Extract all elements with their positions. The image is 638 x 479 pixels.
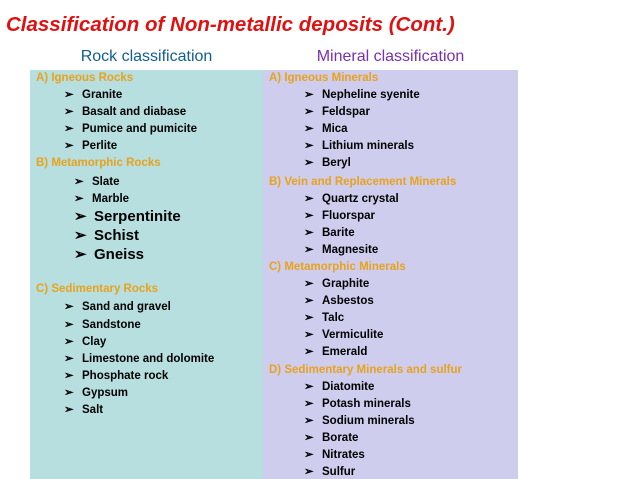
- arrow-bullet-icon: ➢: [74, 193, 84, 205]
- section-igneous-minerals: A) Igneous Minerals: [269, 72, 379, 84]
- arrow-bullet-icon: ➢: [64, 336, 74, 348]
- arrow-bullet-icon: ➢: [304, 415, 314, 427]
- arrow-bullet-icon: ➢: [304, 244, 314, 256]
- arrow-bullet-icon: ➢: [304, 227, 314, 239]
- section-vein-replacement-minerals: B) Vein and Replacement Minerals: [269, 176, 457, 188]
- arrow-bullet-icon: ➢: [74, 208, 87, 225]
- arrow-bullet-icon: ➢: [64, 387, 74, 399]
- list-item: ➢ Phosphate rock: [64, 370, 169, 382]
- arrow-bullet-icon: ➢: [304, 89, 314, 101]
- section-sedimentary-rocks: C) Sedimentary Rocks: [36, 283, 159, 295]
- list-item: ➢ Serpentinite: [74, 208, 181, 225]
- list-item: ➢ Sand and gravel: [64, 301, 171, 313]
- list-item: ➢ Pumice and pumicite: [64, 123, 198, 135]
- arrow-bullet-icon: ➢: [304, 193, 314, 205]
- arrow-bullet-icon: ➢: [304, 398, 314, 410]
- arrow-bullet-icon: ➢: [64, 140, 74, 152]
- arrow-bullet-icon: ➢: [304, 312, 314, 324]
- list-item: ➢ Vermiculite: [304, 329, 384, 341]
- arrow-bullet-icon: ➢: [304, 329, 314, 341]
- list-item: ➢ Schist: [74, 227, 140, 244]
- arrow-bullet-icon: ➢: [304, 278, 314, 290]
- list-item: ➢ Magnesite: [304, 244, 379, 256]
- list-item: ➢ Quartz crystal: [304, 193, 399, 205]
- list-item: ➢ Gneiss: [74, 246, 145, 263]
- list-item: ➢ Asbestos: [304, 295, 374, 307]
- arrow-bullet-icon: ➢: [304, 210, 314, 222]
- list-item: ➢ Perlite: [64, 140, 118, 152]
- list-item: ➢ Gypsum: [64, 387, 129, 399]
- list-item: ➢ Fluorspar: [304, 210, 376, 222]
- list-item: ➢ Marble: [74, 193, 130, 205]
- list-item: ➢ Emerald: [304, 346, 368, 358]
- list-item: ➢ Nepheline syenite: [304, 89, 420, 101]
- arrow-bullet-icon: ➢: [74, 176, 84, 188]
- list-item: ➢ Feldspar: [304, 106, 370, 118]
- arrow-bullet-icon: ➢: [304, 432, 314, 444]
- arrow-bullet-icon: ➢: [64, 106, 74, 118]
- list-item: ➢ Slate: [74, 176, 120, 188]
- page-title: Classification of Non-metallic deposits (Cont.): [6, 13, 455, 36]
- list-item: ➢ Clay: [64, 336, 107, 348]
- rock-classification-column: [30, 44, 263, 479]
- list-item: ➢ Borate: [304, 432, 359, 444]
- section-metamorphic-rocks: B) Metamorphic Rocks: [36, 157, 161, 169]
- arrow-bullet-icon: ➢: [304, 449, 314, 461]
- list-item: ➢ Talc: [304, 312, 345, 324]
- list-item: ➢ Potash minerals: [304, 398, 411, 410]
- list-item: ➢ Mica: [304, 123, 348, 135]
- arrow-bullet-icon: ➢: [304, 140, 314, 152]
- list-item: ➢ Nitrates: [304, 449, 365, 461]
- list-item: ➢ Sodium minerals: [304, 415, 415, 427]
- list-item: ➢ Limestone and dolomite: [64, 353, 215, 365]
- arrow-bullet-icon: ➢: [304, 157, 314, 169]
- list-item: ➢ Diatomite: [304, 381, 375, 393]
- section-metamorphic-minerals: C) Metamorphic Minerals: [269, 261, 406, 273]
- mineral-classification-column: [263, 44, 518, 479]
- list-item: ➢ Salt: [64, 404, 104, 416]
- arrow-bullet-icon: ➢: [64, 404, 74, 416]
- arrow-bullet-icon: ➢: [304, 106, 314, 118]
- list-item: ➢ Granite: [64, 89, 123, 101]
- arrow-bullet-icon: ➢: [64, 301, 74, 313]
- arrow-bullet-icon: ➢: [64, 123, 74, 135]
- arrow-bullet-icon: ➢: [304, 346, 314, 358]
- list-item: ➢ Sandstone: [64, 319, 141, 331]
- mineral-classification-header: Mineral classification: [263, 44, 518, 70]
- arrow-bullet-icon: ➢: [64, 89, 74, 101]
- section-igneous-rocks: A) Igneous Rocks: [36, 72, 134, 84]
- arrow-bullet-icon: ➢: [304, 466, 314, 478]
- arrow-bullet-icon: ➢: [64, 370, 74, 382]
- arrow-bullet-icon: ➢: [304, 381, 314, 393]
- arrow-bullet-icon: ➢: [74, 227, 87, 244]
- list-item: ➢ Graphite: [304, 278, 370, 290]
- arrow-bullet-icon: ➢: [304, 123, 314, 135]
- rock-classification-header: Rock classification: [30, 44, 263, 70]
- list-item: ➢ Lithium minerals: [304, 140, 415, 152]
- section-sedimentary-minerals: D) Sedimentary Minerals and sulfur: [269, 364, 462, 376]
- list-item: ➢ Sulfur: [304, 466, 356, 478]
- list-item: ➢ Basalt and diabase: [64, 106, 187, 118]
- arrow-bullet-icon: ➢: [304, 295, 314, 307]
- arrow-bullet-icon: ➢: [64, 319, 74, 331]
- arrow-bullet-icon: ➢: [64, 353, 74, 365]
- list-item: ➢ Barite: [304, 227, 355, 239]
- arrow-bullet-icon: ➢: [74, 246, 87, 263]
- list-item: ➢ Beryl: [304, 157, 351, 169]
